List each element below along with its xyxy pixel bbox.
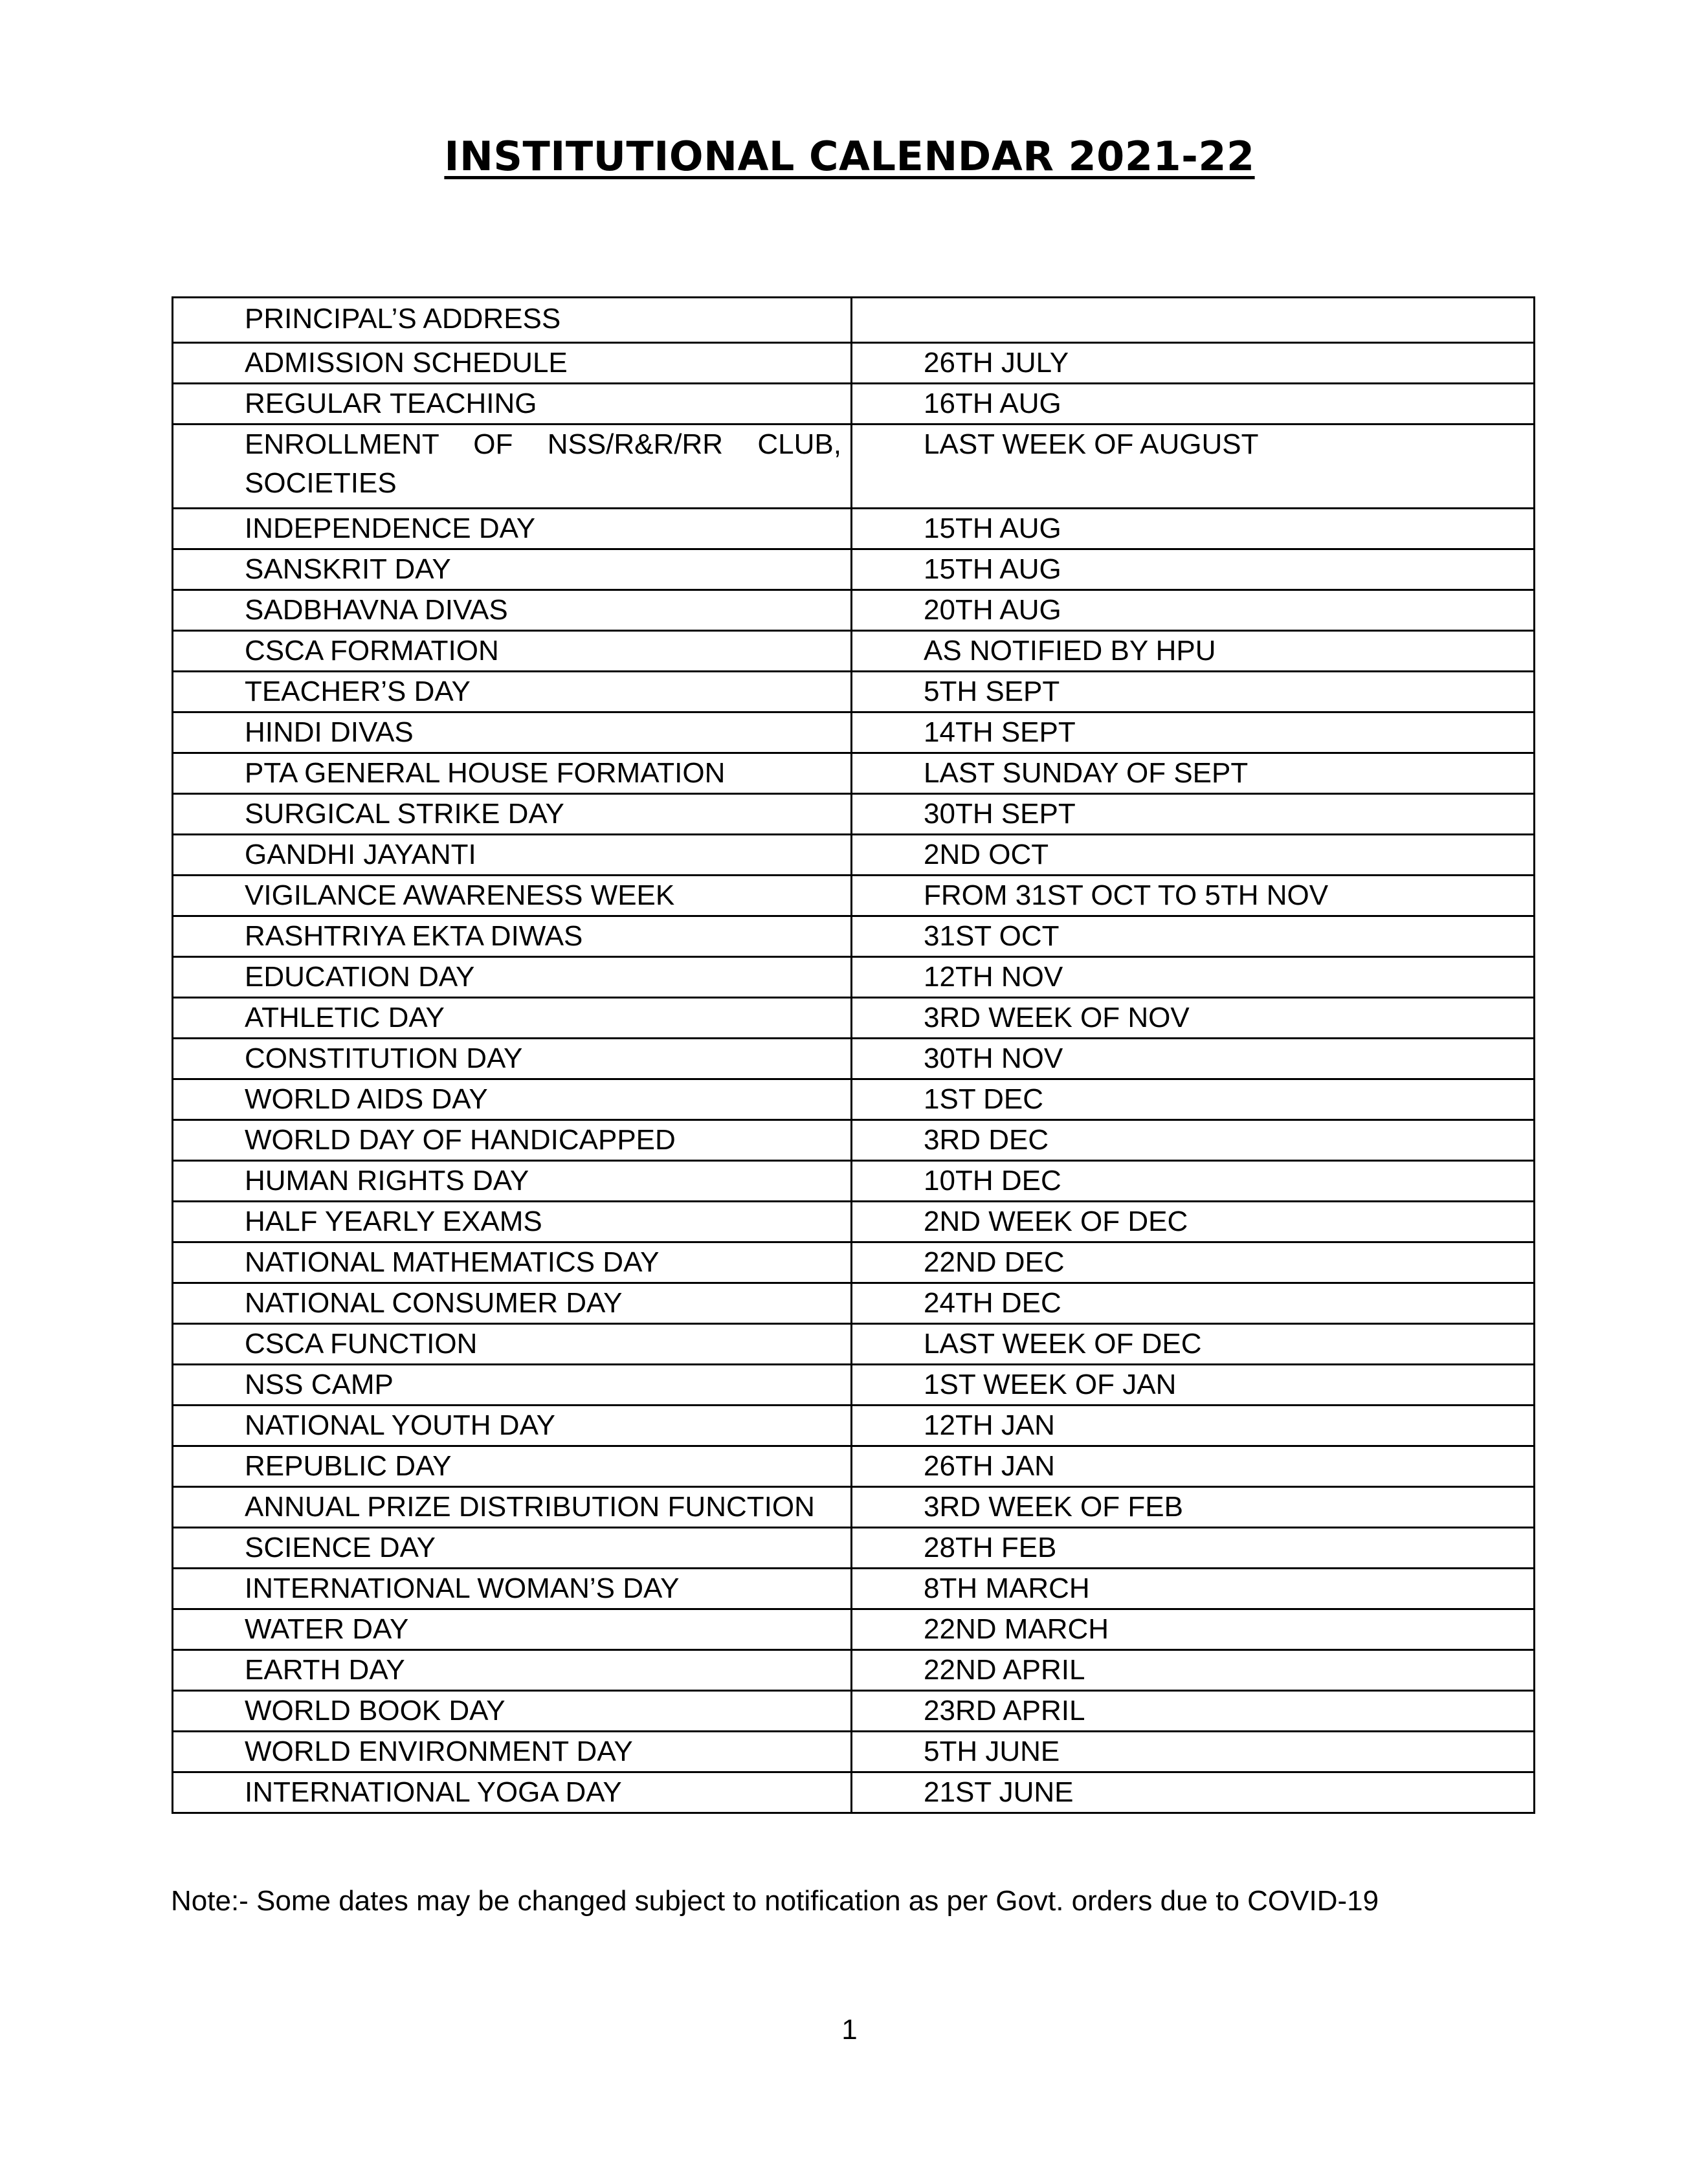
date-cell: 12TH JAN	[852, 1406, 1535, 1446]
event-cell: NSS CAMP	[173, 1365, 852, 1406]
table-row	[173, 590, 1535, 631]
event-cell: HUMAN RIGHTS DAY	[173, 1161, 852, 1202]
event-cell: CONSTITUTION DAY	[173, 1039, 852, 1079]
event-cell: ANNUAL PRIZE DISTRIBUTION FUNCTION	[173, 1487, 852, 1528]
date-cell: 2ND WEEK OF DEC	[852, 1202, 1535, 1242]
date-cell: 30TH NOV	[852, 1039, 1535, 1079]
date-cell: LAST WEEK OF AUGUST	[852, 425, 1535, 509]
table-row	[173, 1242, 1535, 1283]
table-row	[173, 1772, 1535, 1813]
event-cell: RASHTRIYA EKTA DIWAS	[173, 916, 852, 957]
table-row	[173, 957, 1535, 998]
calendar-table	[172, 296, 1535, 1814]
calendar-table-body	[173, 298, 1535, 1813]
event-cell: EARTH DAY	[173, 1650, 852, 1691]
date-cell: 3RD WEEK OF NOV	[852, 998, 1535, 1039]
table-row	[173, 1569, 1535, 1609]
event-cell: REGULAR TEACHING	[173, 384, 852, 425]
event-cell: WORLD AIDS DAY	[173, 1079, 852, 1120]
date-cell: 14TH SEPT	[852, 712, 1535, 753]
table-row	[173, 1528, 1535, 1569]
event-cell: EDUCATION DAY	[173, 957, 852, 998]
date-cell: 22ND MARCH	[852, 1609, 1535, 1650]
date-cell: 30TH SEPT	[852, 794, 1535, 835]
document-title: INSTITUTIONAL CALENDAR 2021-22	[444, 133, 1255, 180]
event-cell: WORLD BOOK DAY	[173, 1691, 852, 1732]
event-cell: HALF YEARLY EXAMS	[173, 1202, 852, 1242]
table-row	[173, 916, 1535, 957]
table-row	[173, 1161, 1535, 1202]
event-cell: NATIONAL MATHEMATICS DAY	[173, 1242, 852, 1283]
table-row	[173, 835, 1535, 876]
event-cell: INDEPENDENCE DAY	[173, 509, 852, 549]
table-row	[173, 1650, 1535, 1691]
date-cell	[852, 298, 1535, 343]
date-cell: 23RD APRIL	[852, 1691, 1535, 1732]
table-row	[173, 631, 1535, 672]
date-cell: 3RD DEC	[852, 1120, 1535, 1161]
date-cell: 5TH SEPT	[852, 672, 1535, 712]
table-row	[173, 998, 1535, 1039]
page-number: 1	[841, 2014, 858, 2046]
event-cell: GANDHI JAYANTI	[173, 835, 852, 876]
table-row	[173, 384, 1535, 425]
table-row	[173, 509, 1535, 549]
event-cell: WORLD DAY OF HANDICAPPED	[173, 1120, 852, 1161]
table-row	[173, 1487, 1535, 1528]
table-row	[173, 549, 1535, 590]
event-cell: VIGILANCE AWARENESS WEEK	[173, 876, 852, 916]
table-row	[173, 753, 1535, 794]
table-row	[173, 1365, 1535, 1406]
table-row	[173, 1732, 1535, 1772]
date-cell: 10TH DEC	[852, 1161, 1535, 1202]
footnote: Note:- Some dates may be changed subject to notification as per Govt. orders due to COVID-19	[171, 1885, 1379, 1917]
date-cell: 15TH AUG	[852, 509, 1535, 549]
event-cell: INTERNATIONAL YOGA DAY	[173, 1772, 852, 1813]
event-cell: ENROLLMENT OF NSS/R&R/RR CLUB, SOCIETIES	[173, 425, 852, 509]
table-row	[173, 876, 1535, 916]
event-cell: HINDI DIVAS	[173, 712, 852, 753]
event-cell: ADMISSION SCHEDULE	[173, 343, 852, 384]
table-row	[173, 794, 1535, 835]
event-cell: REPUBLIC DAY	[173, 1446, 852, 1487]
event-cell: SCIENCE DAY	[173, 1528, 852, 1569]
date-cell: 3RD WEEK OF FEB	[852, 1487, 1535, 1528]
event-cell: PRINCIPAL’S ADDRESS	[173, 298, 852, 343]
date-cell: LAST WEEK OF DEC	[852, 1324, 1535, 1365]
table-row	[173, 298, 1535, 343]
event-cell: NATIONAL CONSUMER DAY	[173, 1283, 852, 1324]
date-cell: 21ST JUNE	[852, 1772, 1535, 1813]
date-cell: 15TH AUG	[852, 549, 1535, 590]
table-row	[173, 712, 1535, 753]
table-row	[173, 425, 1535, 509]
date-cell: 26TH JAN	[852, 1446, 1535, 1487]
event-cell: SURGICAL STRIKE DAY	[173, 794, 852, 835]
event-cell: PTA GENERAL HOUSE FORMATION	[173, 753, 852, 794]
table-row	[173, 1120, 1535, 1161]
date-cell: 2ND OCT	[852, 835, 1535, 876]
date-cell: 31ST OCT	[852, 916, 1535, 957]
date-cell: 1ST DEC	[852, 1079, 1535, 1120]
table-row	[173, 672, 1535, 712]
table-row	[173, 1446, 1535, 1487]
event-cell: WORLD ENVIRONMENT DAY	[173, 1732, 852, 1772]
table-row	[173, 343, 1535, 384]
date-cell: 5TH JUNE	[852, 1732, 1535, 1772]
date-cell: 12TH NOV	[852, 957, 1535, 998]
table-row	[173, 1079, 1535, 1120]
table-row	[173, 1406, 1535, 1446]
date-cell: 24TH DEC	[852, 1283, 1535, 1324]
date-cell: 28TH FEB	[852, 1528, 1535, 1569]
event-cell: WATER DAY	[173, 1609, 852, 1650]
table-row	[173, 1283, 1535, 1324]
date-cell: 1ST WEEK OF JAN	[852, 1365, 1535, 1406]
event-cell: ATHLETIC DAY	[173, 998, 852, 1039]
event-cell: TEACHER’S DAY	[173, 672, 852, 712]
table-row	[173, 1691, 1535, 1732]
date-cell: LAST SUNDAY OF SEPT	[852, 753, 1535, 794]
date-cell: 16TH AUG	[852, 384, 1535, 425]
event-cell: CSCA FORMATION	[173, 631, 852, 672]
table-row	[173, 1039, 1535, 1079]
table-row	[173, 1609, 1535, 1650]
table-row	[173, 1202, 1535, 1242]
event-cell: NATIONAL YOUTH DAY	[173, 1406, 852, 1446]
date-cell: 26TH JULY	[852, 343, 1535, 384]
date-cell: 22ND DEC	[852, 1242, 1535, 1283]
event-cell: CSCA FUNCTION	[173, 1324, 852, 1365]
date-cell: 8TH MARCH	[852, 1569, 1535, 1609]
event-cell: INTERNATIONAL WOMAN’S DAY	[173, 1569, 852, 1609]
date-cell: FROM 31ST OCT TO 5TH NOV	[852, 876, 1535, 916]
date-cell: 22ND APRIL	[852, 1650, 1535, 1691]
date-cell: AS NOTIFIED BY HPU	[852, 631, 1535, 672]
table-row	[173, 1324, 1535, 1365]
event-cell: SADBHAVNA DIVAS	[173, 590, 852, 631]
event-cell: SANSKRIT DAY	[173, 549, 852, 590]
date-cell: 20TH AUG	[852, 590, 1535, 631]
